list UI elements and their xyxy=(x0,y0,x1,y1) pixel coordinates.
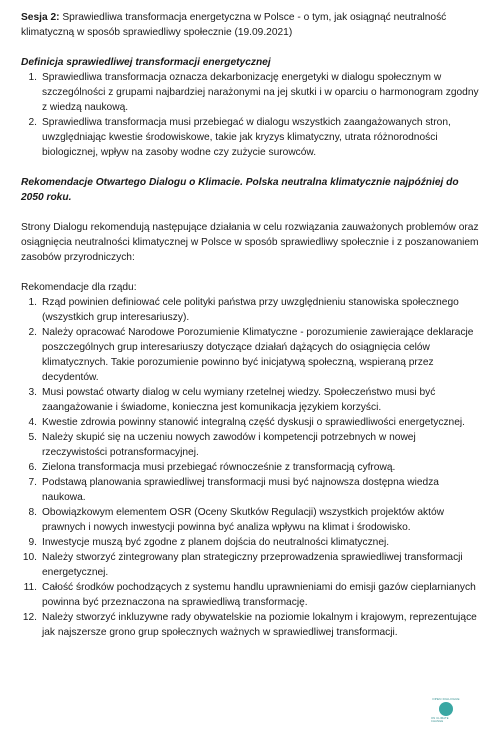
item-number: 8. xyxy=(28,507,37,518)
item-text: Musi powstać otwarty dialog w celu wymiany rzetelnej wiedzy. Społeczeństwo musi być zaangażowanie i świadome, konieczna jest komunikacja językiem korzyści. xyxy=(42,387,436,413)
item-text: Całość środków pochodzących z systemu handlu uprawnieniami do emisji gazów cieplarnianych powinna być przeznaczona na sprawiedliwą transformację. xyxy=(42,582,476,608)
recommendations-list-label: Rekomendacje dla rządu: xyxy=(21,282,137,293)
item-text: Należy skupić się na uczeniu nowych zawodów i kompetencji potrzebnych w nowej rzeczywistości potransformacyjnej. xyxy=(42,432,416,458)
list-item xyxy=(21,610,481,640)
list-item xyxy=(21,295,481,325)
logo-circle-icon xyxy=(439,702,453,716)
item-number: 4. xyxy=(28,417,37,428)
item-text: Obowiązkowym elementem OSR (Oceny Skutków Regulacji) wszystkich projektów aktów prawnych i nowych inwestycji powinna być analiza wpływu na klimat i środowisko. xyxy=(42,507,444,533)
item-number: 2. xyxy=(28,117,37,128)
logo-bottom-text: ON CLIMATE CHANGE xyxy=(431,717,449,723)
open-dialogue-logo xyxy=(431,697,461,741)
session-title xyxy=(21,10,481,40)
list-item xyxy=(21,475,481,505)
item-text: Rząd powinien definiować cele polityki państwa przy uwzględnieniu stanowiska społecznego (wszystkich grup interesariuszy). xyxy=(42,297,459,323)
item-number: 1. xyxy=(28,297,37,308)
recommendations-list xyxy=(21,295,481,640)
item-number: 12. xyxy=(22,612,37,623)
list-item xyxy=(21,415,481,430)
item-number: 2. xyxy=(28,327,37,338)
item-text: Należy opracować Narodowe Porozumienie Klimatyczne - porozumienie zawierające deklaracje poszczególnych grup interesariuszy dotyczące działań dążących do osiągnięcia celów klimatycznych. Takie porozumienie powinno być inicjatywą społeczną, wspieraną przez decydentów. xyxy=(42,327,474,383)
list-item xyxy=(21,505,481,535)
recommendations-heading: Rekomendacje Otwartego Dialogu o Klimacie. Polska neutralna klimatycznie najpóźniej do 2050 roku. xyxy=(21,177,459,203)
item-number: 9. xyxy=(28,537,37,548)
definition-heading: Definicja sprawiedliwej transformacji energetycznej xyxy=(21,57,271,68)
item-text: Sprawiedliwa transformacja musi przebiegać w dialogu wszystkich zaangażowanych stron, uwzględniając kwestie środowiskowe, takie jak kryzys klimatyczny, utrata różnorodności biologicznej, wpływ na zasoby wodne czy zużycie surowców. xyxy=(42,117,451,158)
item-text: Sprawiedliwa transformacja oznacza dekarbonizację energetyki w dialogu społecznym w szczególności z grupami najbardziej narażonymi na jej skutki i w oparciu o harmonogram zgodny z wiedzą naukową. xyxy=(42,72,479,113)
list-item xyxy=(21,550,481,580)
item-number: 10. xyxy=(22,552,37,563)
item-text: Zielona transformacja musi przebiegać równocześnie z transformacją cyfrową. xyxy=(42,462,396,473)
item-number: 11. xyxy=(23,582,37,593)
item-text: Należy stworzyć zintegrowany plan strategiczny przeprowadzenia sprawiedliwej transformacji energetycznej. xyxy=(42,552,463,578)
item-number: 7. xyxy=(28,477,37,488)
list-item xyxy=(21,70,481,115)
session-text: Sprawiedliwa transformacja energetyczna w Polsce - o tym, jak osiągnąć neutralność klimatyczną w sposób sprawiedliwy społecznie (19.09.2021) xyxy=(21,12,447,38)
list-item xyxy=(21,535,481,550)
item-text: Podstawą planowania sprawiedliwej transformacji musi być najnowsza dostępna wiedza naukowa. xyxy=(42,477,439,503)
list-item xyxy=(21,580,481,610)
item-number: 3. xyxy=(28,387,37,398)
recommendations-intro: Strony Dialogu rekomendują następujące działania w celu rozwiązania zauważonych problemów oraz osiągnięcia neutralności klimatycznej w Polsce w sposób sprawiedliwy społecznie i z poszanowaniem zasobów przyrodniczych: xyxy=(21,222,479,263)
list-item xyxy=(21,430,481,460)
item-number: 5. xyxy=(28,432,37,443)
list-item xyxy=(21,325,481,385)
list-item xyxy=(21,460,481,475)
document-page xyxy=(21,10,481,640)
session-label: Sesja 2: xyxy=(21,12,60,23)
logo-top-text: OPEN DIALOGUE xyxy=(432,697,460,701)
list-item xyxy=(21,115,481,160)
list-item xyxy=(21,385,481,415)
item-text: Inwestycje muszą być zgodne z planem dojścia do neutralności klimatycznej. xyxy=(42,537,390,548)
item-number: 1. xyxy=(28,72,37,83)
item-text: Należy stworzyć inkluzywne rady obywatelskie na poziomie lokalnym i krajowym, reprezentujące jak najszersze grono grup społecznych ważnych w sprawiedliwej transformacji. xyxy=(42,612,477,638)
definition-list xyxy=(21,70,481,160)
item-number: 6. xyxy=(28,462,37,473)
item-text: Kwestie zdrowia powinny stanowić integralną część dyskusji o sprawiedliwości energetycznej. xyxy=(42,417,465,428)
